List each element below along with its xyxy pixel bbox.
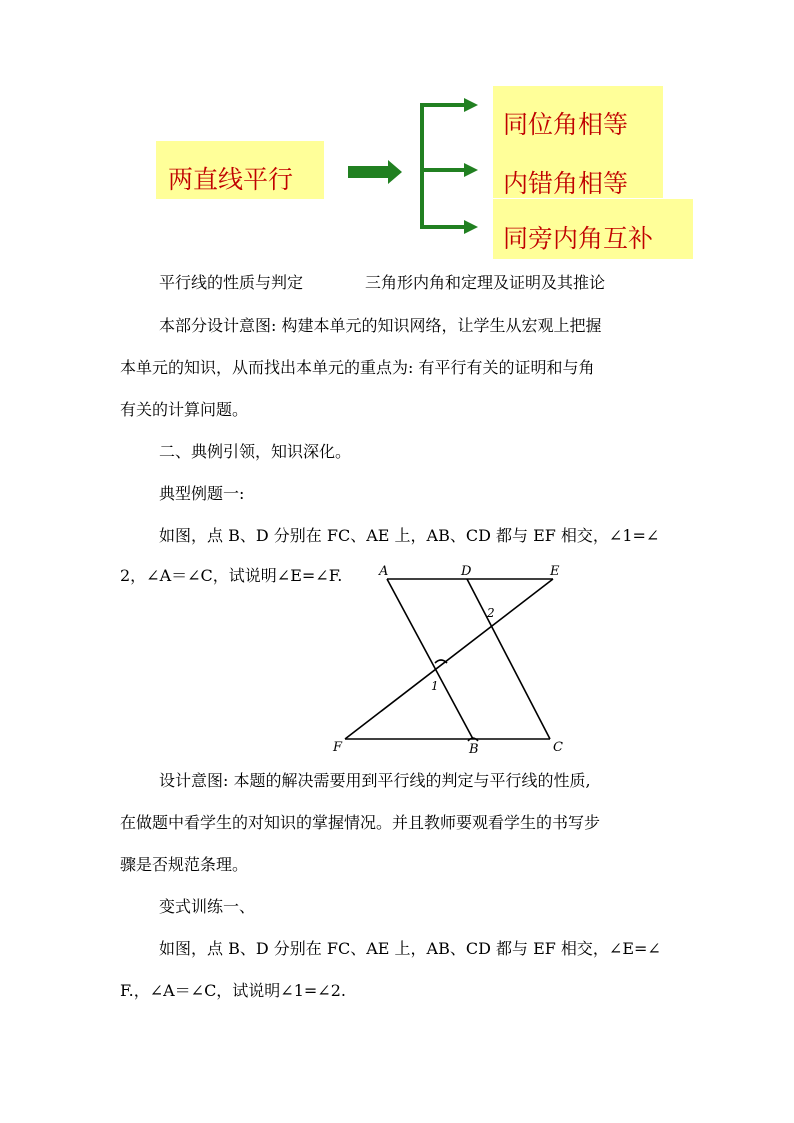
variant-problem-line-1: 如图，点 B、D 分别在 FC、AE 上，AB、CD 都与 EF 相交，∠E=∠ [159,939,661,958]
label-e: E [550,564,560,579]
segment-dc [467,579,550,739]
result-box-top [493,86,663,198]
label-f: F [333,740,343,755]
design-intent-line-1: 本部分设计意图: 构建本单元的知识网络，让学生从宏观上把握 [159,316,602,335]
result-corresponding-angles: 同位角相等 [503,110,629,139]
main-arrow-icon [348,160,402,184]
segment-ef [345,579,553,739]
section-heading: 二、典例引领，知识深化。 [159,442,352,461]
example-problem-line-1: 如图，点 B、D 分别在 FC、AE 上，AB、CD 都与 EF 相交，∠1=∠ [159,526,660,545]
design-intent-line-3: 有关的计算问题。 [120,400,249,419]
segment-ab [387,579,473,739]
label-a: A [379,564,389,579]
branch-arrow-bottom [420,225,466,229]
example-heading: 典型例题一: [159,484,245,503]
caption-left: 平行线的性质与判定 [159,273,304,292]
geometry-figure [325,557,575,757]
design-intent-line-2: 本单元的知识，从而找出本单元的重点为: 有平行有关的证明和与角 [120,358,595,377]
bracket-line [420,103,424,229]
premise-box [156,141,324,199]
analysis-line-2: 在做题中看学生的对知识的掌握情况。并且教师要观看学生的书写步 [120,813,601,832]
branch-arrow-top [420,103,466,107]
result-alternate-angles: 内错角相等 [503,169,629,198]
result-box-bottom [493,199,693,259]
variant-heading: 变式训练一、 [159,897,256,916]
label-angle-2: 2 [487,606,495,620]
branch-arrowhead-bottom-icon [464,220,478,234]
label-angle-1: 1 [431,679,439,693]
flow-arrows [340,90,500,240]
premise-text: 两直线平行 [168,165,294,194]
branch-arrow-middle [420,168,466,172]
example-problem-line-2: 2，∠A＝∠C，试说明∠E=∠F. [120,566,343,585]
analysis-line-1: 设计意图: 本题的解决需要用到平行线的判定与平行线的性质, [159,771,591,790]
analysis-line-3: 骤是否规范条理。 [120,855,249,874]
branch-arrowhead-top-icon [464,98,478,112]
caption-right: 三角形内角和定理及证明及其推论 [365,273,606,292]
label-d: D [461,564,472,579]
variant-problem-line-2: F.，∠A＝∠C，试说明∠1=∠2. [120,981,346,1000]
result-interior-angles: 同旁内角互补 [503,224,654,253]
label-c: C [553,740,563,755]
label-b: B [469,742,479,757]
branch-arrowhead-middle-icon [464,163,478,177]
